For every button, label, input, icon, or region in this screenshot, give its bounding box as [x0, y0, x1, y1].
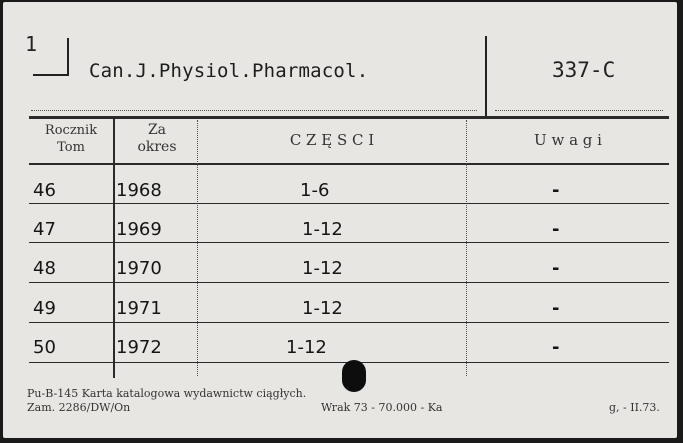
header-okres: okres [137, 139, 177, 155]
row-1-tom: 46 [33, 180, 56, 201]
header-czesci: C Z Ę S C I [289, 131, 375, 149]
header-za: Za [147, 122, 167, 138]
row-4-uwagi: - [552, 298, 560, 319]
column-divider-2 [197, 120, 198, 376]
row-3-okres: 1970 [116, 258, 162, 279]
footer-order-number: Zam. 2286/DW/On [27, 401, 131, 414]
row-5-czesci: 1-12 [286, 337, 327, 358]
corner-bracket [33, 38, 69, 76]
row-3-uwagi: - [552, 258, 560, 279]
table-top-rule [29, 116, 669, 119]
row-3-tom: 48 [33, 258, 56, 279]
corner-number: 1 [25, 32, 38, 56]
header-dotted-line-left [31, 110, 477, 111]
header-za-okres [117, 122, 197, 156]
header-tom: Tom [57, 140, 85, 155]
row-2-okres: 1969 [116, 219, 162, 240]
header-dotted-line-right [495, 110, 663, 111]
row-1-czesci: 1-6 [300, 180, 330, 201]
column-divider-1 [113, 118, 115, 378]
row-4-czesci: 1-12 [302, 298, 343, 319]
catalog-card [3, 2, 677, 438]
row-2-czesci: 1-12 [302, 219, 343, 240]
header-uwagi: U w a g i [534, 131, 602, 149]
row-rule-1 [29, 203, 669, 204]
row-4-okres: 1971 [116, 298, 162, 319]
row-1-okres: 1968 [116, 180, 162, 201]
header-rocznik: Rocznik [44, 123, 98, 138]
row-2-uwagi: - [552, 219, 560, 240]
row-rule-3 [29, 282, 669, 283]
row-rule-4 [29, 322, 669, 323]
row-5-tom: 50 [33, 337, 56, 358]
row-1-uwagi: - [552, 180, 560, 201]
footer-print-run: Wrak 73 - 70.000 - Ka [321, 401, 443, 414]
row-2-tom: 47 [33, 219, 56, 240]
column-divider-3 [466, 120, 467, 376]
row-3-czesci: 1-12 [302, 258, 343, 279]
header-divider [485, 36, 487, 116]
journal-title: Can.J.Physiol.Pharmacol. [89, 60, 369, 82]
row-5-uwagi: - [552, 337, 560, 358]
table-header-rule [29, 163, 669, 165]
row-5-okres: 1972 [116, 337, 162, 358]
ink-blot [342, 360, 366, 392]
footer-date: g, - II.73. [609, 401, 660, 414]
footer-form-line: Pu-B-145 Karta katalogowa wydawnictw ciągłych. [27, 387, 307, 400]
shelfmark: 337-C [552, 58, 616, 82]
header-rocznik-tom [29, 122, 113, 156]
row-rule-2 [29, 242, 669, 243]
row-4-tom: 49 [33, 298, 56, 319]
